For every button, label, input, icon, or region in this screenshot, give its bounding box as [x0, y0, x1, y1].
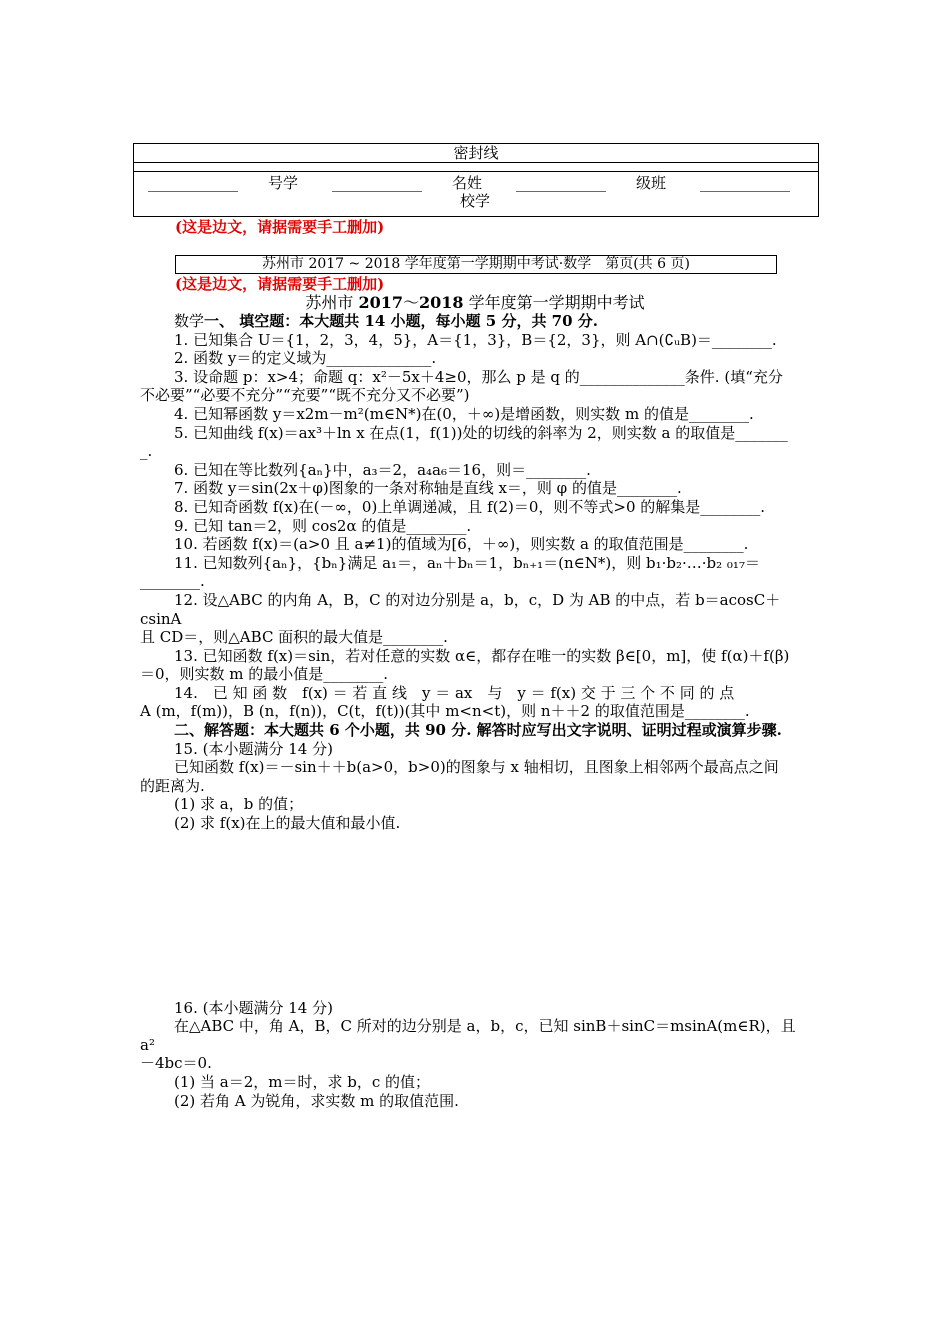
- page-header-box: 苏州市 2017 ~ 2018 学年度第一学期期中考试·数学 第页(共 6 页): [175, 255, 777, 274]
- question-16-part-1: (1) 当 a＝2，m＝时，求 b，c 的值；: [174, 1073, 431, 1091]
- seal-field-name: 名姓: [452, 174, 483, 192]
- section-2-heading: 二、解答题：本大题共 6 个小题，共 90 分. 解答时应写出文字说明、证明过程或演算步骤.: [174, 721, 782, 740]
- question-16-text: 在△ABC 中，角 A，B，C 所对的边分别是 a，b，c，已知 sinB＋sinC＝msinA(m∈R)，且 a²: [140, 1017, 796, 1054]
- seal-blank-3: ____________: [516, 174, 606, 192]
- question-4: 4. 已知幂函数 y＝x2m－m²(m∈N*)在(0，＋∞)是增函数，则实数 m 的值是________.: [174, 404, 754, 423]
- question-16-header: 16. (本小题满分 14 分): [174, 998, 333, 1017]
- question-5: 5. 已知曲线 f(x)＝ax³＋ln x 在点(1，f(1))处的切线的斜率为 2，则实数 a 的取值是_______: [174, 423, 788, 442]
- seal-field-school: 校学: [460, 192, 491, 210]
- question-15-text: 已知函数 f(x)＝－sin＋＋b(a>0，b>0)的图象与 x 轴相切，且图象上相邻两个最高点之间: [174, 758, 779, 777]
- exam-content: [140, 312, 812, 1110]
- question-3-cont: 不必要”“必要不充分”“充要”“既不充分又不必要”): [140, 386, 470, 405]
- question-15-header: 15. (本小题满分 14 分): [174, 739, 333, 758]
- seal-blank-4: ____________: [700, 174, 790, 192]
- seal-line-label: 密封线: [134, 144, 818, 163]
- question-16-text-cont: －4bc＝0.: [140, 1054, 212, 1073]
- question-11: 11. 已知数列{aₙ}，{bₙ}满足 a₁＝，aₙ＋bₙ＝1，bₙ₊₁＝(n∈N*)，则 b₁·b₂·…·b₂ ₀₁₇＝________.: [140, 553, 760, 591]
- question-15-part-2: (2) 求 f(x)在上的最大值和最小值.: [174, 814, 401, 833]
- question-6: 6. 已知在等比数列{aₙ}中，a₃＝2，a₄a₆＝16，则＝________.: [174, 460, 591, 479]
- seal-field-number: 号学: [268, 174, 299, 192]
- question-13: 13. 已知函数 f(x)＝sin，若对任意的实数 α∈，都存在唯一的实数 β∈[0，m]，使 f(α)＋f(β): [174, 646, 790, 665]
- question-14: 14. 已 知 函 数 f(x) ＝ 若 直 线 y ＝ ax 与 y ＝ f(x) 交 于 三 个 不 同 的 点: [174, 683, 735, 702]
- question-15-text-cont: 的距离为.: [140, 776, 205, 795]
- seal-field-class: 级班: [636, 174, 667, 192]
- seal-box: [133, 143, 819, 217]
- question-5-cont: _.: [140, 442, 153, 461]
- question-13-cont: ＝0，则实数 m 的最小值是________.: [140, 665, 389, 684]
- question-14-cont: A (m，f(m))，B (n，f(n))，C(t，f(t))(其中 m<n<t)，则 n＋＋2 的取值范围是________.: [140, 702, 750, 721]
- edge-note-1: (这是边文，请据需要手工删加): [175, 218, 385, 236]
- question-8: 8. 已知奇函数 f(x)在(－∞，0)上单调递减，且 f(2)＝0，则不等式>0 的解集是________.: [174, 497, 766, 516]
- question-7: 7. 函数 y＝sin(2x＋φ)图象的一条对称轴是直线 x＝，则 φ 的值是________.: [174, 479, 682, 498]
- seal-blank-2: ____________: [332, 174, 422, 192]
- question-2: 2. 函数 y＝的定义域为______________.: [174, 349, 437, 368]
- section-1-heading: 数学一、 填空题：本大题共 14 小题，每小题 5 分，共 70 分.: [174, 312, 598, 330]
- seal-spacer: [134, 163, 818, 172]
- question-12: 12. 设△ABC 的内角 A，B，C 的对边分别是 a，b，c，D 为 AB 的中点，若 b＝acosC＋csinA: [140, 590, 781, 628]
- seal-fields: [134, 172, 818, 216]
- question-1: 1. 已知集合 U＝{1，2，3，4，5}，A＝{1，3}，B＝{2，3}，则 A∩(∁ᵤB)＝________.: [174, 330, 777, 349]
- edge-note-2: (这是边文，请据需要手工删加): [175, 275, 385, 293]
- question-9: 9. 已知 tan＝2，则 cos2α 的值是________.: [174, 516, 472, 535]
- answer-space: [140, 833, 812, 999]
- question-3: 3. 设命题 p：x>4；命题 q：x²－5x＋4≥0，那么 p 是 q 的______________条件. (填“充分: [174, 367, 783, 386]
- exam-title: 苏州市 2017～2018 学年度第一学期期中考试: [305, 293, 645, 312]
- question-15-part-1: (1) 求 a，b 的值；: [174, 795, 304, 814]
- seal-blank-1: ____________: [148, 174, 238, 192]
- question-16-part-2: (2) 若角 A 为锐角，求实数 m 的取值范围.: [174, 1091, 459, 1110]
- question-10: 10. 若函数 f(x)＝(a>0 且 a≠1)的值域为[6，＋∞)，则实数 a 的取值范围是________.: [174, 535, 749, 554]
- question-12-cont: 且 CD＝，则△ABC 面积的最大值是________.: [140, 628, 448, 647]
